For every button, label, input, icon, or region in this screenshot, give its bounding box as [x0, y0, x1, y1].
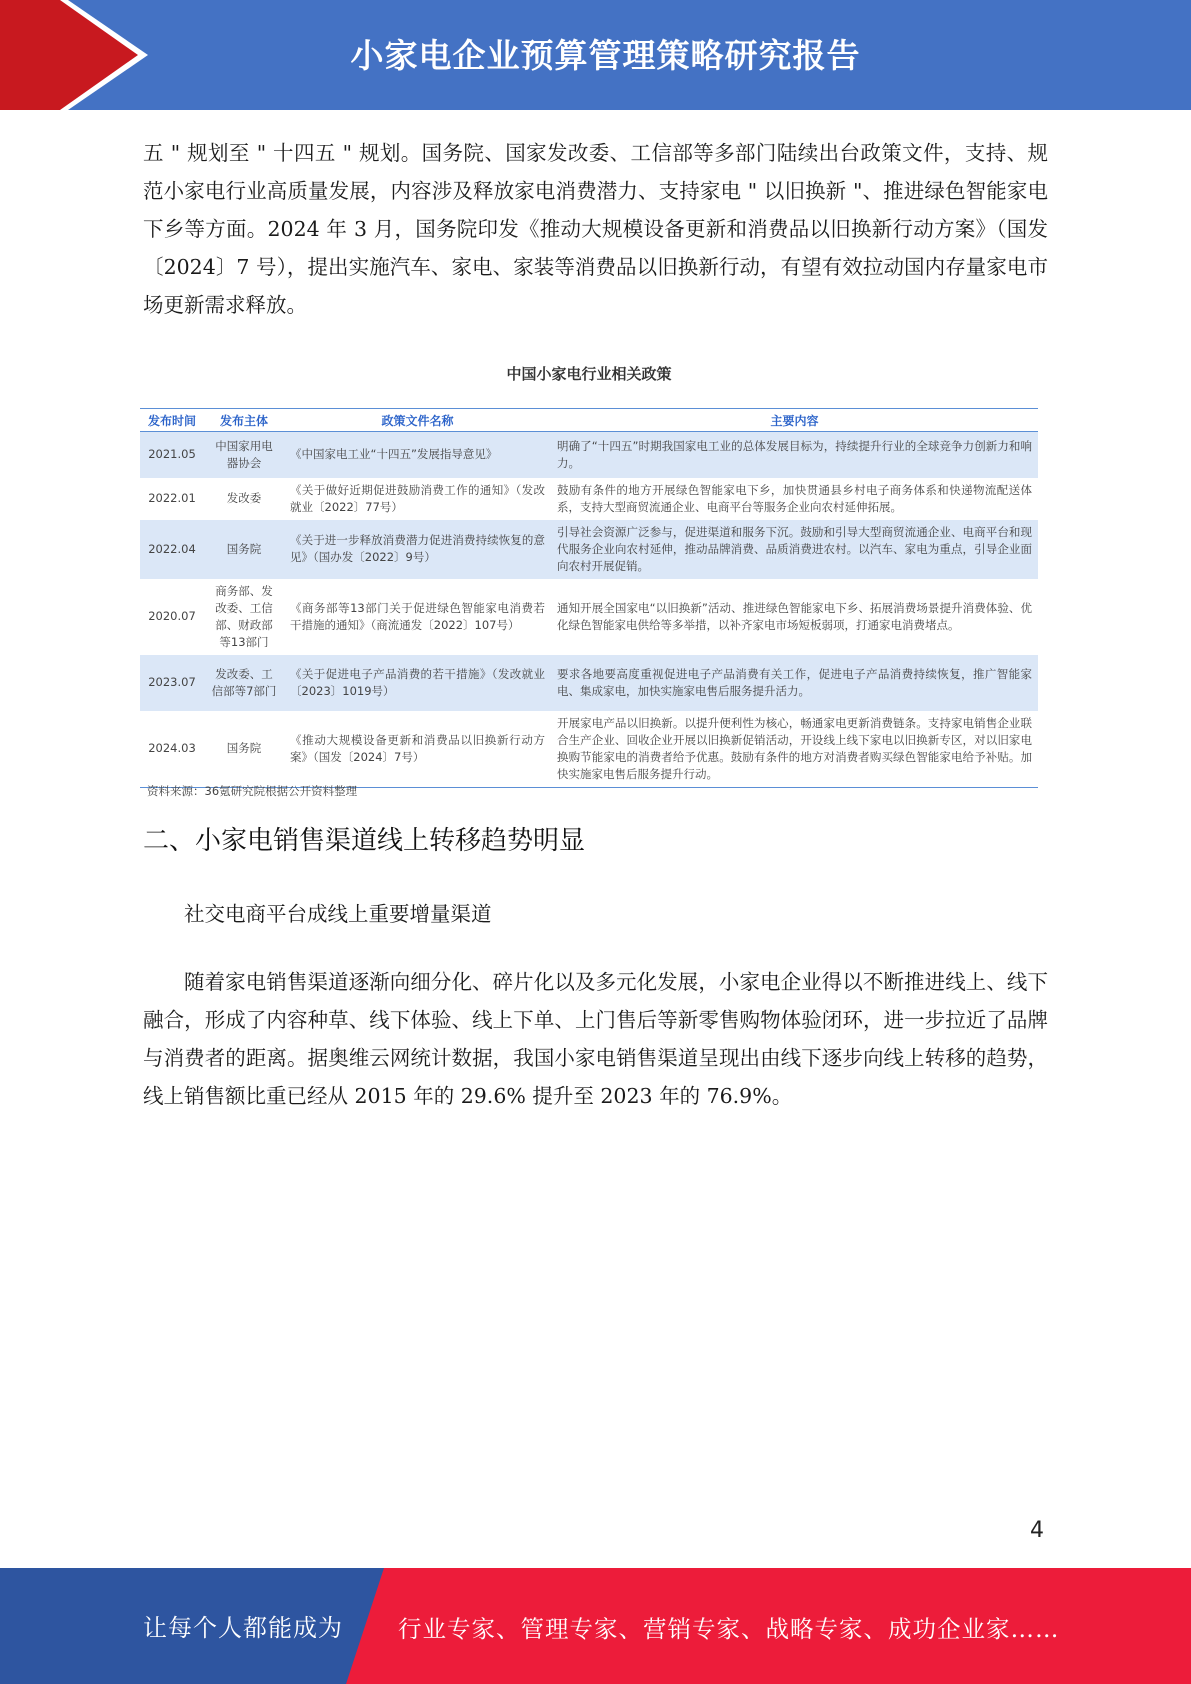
table-title: 中国小家电行业相关政策 — [506, 365, 672, 383]
cell-content: 明确了“十四五”时期我国家电工业的总体发展目标为，持续提升行业的全球竞争力创新力和响力。 — [551, 432, 1038, 478]
cell-issuer: 国务院 — [226, 741, 262, 755]
cell-issuer: 发改委 — [226, 491, 262, 505]
header-doc: 政策文件名称 — [284, 409, 551, 432]
cell-issuer: 国务院 — [204, 520, 284, 579]
cell-content: 要求各地要高度重视促进电子产品消费有关工作，促进电子产品消费持续恢复，推广智能家电、集成家电，加快实施家电售后服务提升活力。 — [551, 655, 1038, 711]
table-row — [140, 520, 1038, 579]
cell-doc: 《推动大规模设备更新和消费品以旧换新行动方案》（国发〔2024〕7号） — [290, 732, 545, 764]
table-row — [140, 711, 1038, 788]
table-source-note: 资料来源：36氪研究院根据公开资料整理 — [147, 784, 358, 798]
cell-date: 2022.04 — [140, 520, 204, 579]
section-heading: 二、小家电销售渠道线上转移趋势明显 — [143, 826, 586, 856]
table-header-row — [140, 409, 1038, 432]
cell-date: 2024.03 — [148, 741, 196, 755]
footer-slogan-left: 让每个人都能成为 — [143, 1614, 343, 1642]
cell-content: 通知开展全国家电“以旧换新”活动、推进绿色智能家电下乡、拓展消费场景提升消费体验、优化绿色智能家电供给等多举措，以补齐家电市场短板弱项，打通家电消费堵点。 — [557, 600, 1032, 632]
section-subheading: 社交电商平台成线上重要增量渠道 — [184, 902, 492, 926]
table-row — [140, 478, 1038, 520]
cell-doc: 《关于促进电子产品消费的若干措施》（发改就业〔2023〕1019号） — [284, 655, 551, 711]
header-content: 主要内容 — [551, 409, 1038, 432]
cell-date: 2020.07 — [148, 609, 196, 623]
cell-doc: 《中国家电工业“十四五”发展指导意见》 — [284, 432, 551, 478]
cell-doc: 《关于进一步释放消费潜力促进消费持续恢复的意见》（国办发〔2022〕9号） — [284, 520, 551, 579]
table-row — [140, 655, 1038, 711]
cell-issuer: 发改委、工信部等7部门 — [204, 655, 284, 711]
cell-doc: 《关于做好近期促进鼓励消费工作的通知》（发改就业〔2022〕77号） — [290, 482, 545, 514]
cell-issuer: 中国家用电器协会 — [204, 432, 284, 478]
page-number: 4 — [1030, 1518, 1044, 1543]
header-band — [0, 0, 1191, 110]
cell-date: 2022.01 — [148, 491, 196, 505]
table-row — [140, 579, 1038, 655]
header-issuer: 发布主体 — [204, 409, 284, 432]
intro-paragraph: 五 " 规划至 " 十四五 " 规划。国务院、国家发改委、工信部等多部门陆续出台政策文件，支持、规范小家电行业高质量发展，内容涉及释放家电消费潜力、支持家电 " 以旧换新 "、推进绿色智能家电下乡等方面。2024 年 3 月，国务院印发《推动大规模设备更新和消费品以旧换新行动方案》（国发〔2024〕7 号），提出实施汽车、家电、家装等消费品以旧换新行动，有望有效拉动国内存量家电市场更新需求释放。 — [143, 141, 1048, 317]
channel-paragraph: 随着家电销售渠道逐渐向细分化、碎片化以及多元化发展，小家电企业得以不断推进线上、线下融合，形成了内容种草、线下体验、线上下单、上门售后等新零售购物体验闭环，进一步拉近了品牌与消费者的距离。据奥维云网统计数据，我国小家电销售渠道呈现出由线下逐步向线上转移的趋势，线上销售额比重已经从 2015 年的 29.6% 提升至 2023 年的 76.9%。 — [143, 970, 1048, 1108]
cell-content: 开展家电产品以旧换新。以提升便利性为核心，畅通家电更新消费链条。支持家电销售企业联合生产企业、回收企业开展以旧换新促销活动，开设线上线下家电以旧换新专区，对以旧家电换购节能家电的消费者给予优惠。鼓励有条件的地方对消费者购买绿色智能家电给予补贴。加快实施家电售后服务提升行动。 — [557, 715, 1032, 781]
report-title: 小家电企业预算管理策略研究报告 — [350, 36, 861, 75]
footer-slogan-right: 行业专家、管理专家、营销专家、战略专家、成功企业家…… — [398, 1615, 1060, 1643]
cell-date: 2023.07 — [140, 655, 204, 711]
cell-content: 鼓励有条件的地方开展绿色智能家电下乡，加快贯通县乡村电子商务体系和快递物流配送体系，支持大型商贸流通企业、电商平台等服务企业向农村延伸拓展。 — [557, 482, 1032, 514]
footer-band — [0, 1568, 1191, 1684]
policy-table — [140, 408, 1038, 788]
cell-doc: 《商务部等13部门关于促进绿色智能家电消费若干措施的通知》（商流通发〔2022〕107号） — [290, 600, 545, 632]
cell-content: 引导社会资源广泛参与，促进渠道和服务下沉。鼓励和引导大型商贸流通企业、电商平台和现代服务企业向农村延伸，推动品牌消费、品质消费进农村。以汽车、家电为重点，引导企业面向农村开展促销。 — [551, 520, 1038, 579]
table-row — [140, 432, 1038, 478]
cell-date: 2021.05 — [140, 432, 204, 478]
cell-issuer: 商务部、发改委、工信部、财政部等13部门 — [215, 583, 273, 649]
header-date: 发布时间 — [140, 409, 204, 432]
